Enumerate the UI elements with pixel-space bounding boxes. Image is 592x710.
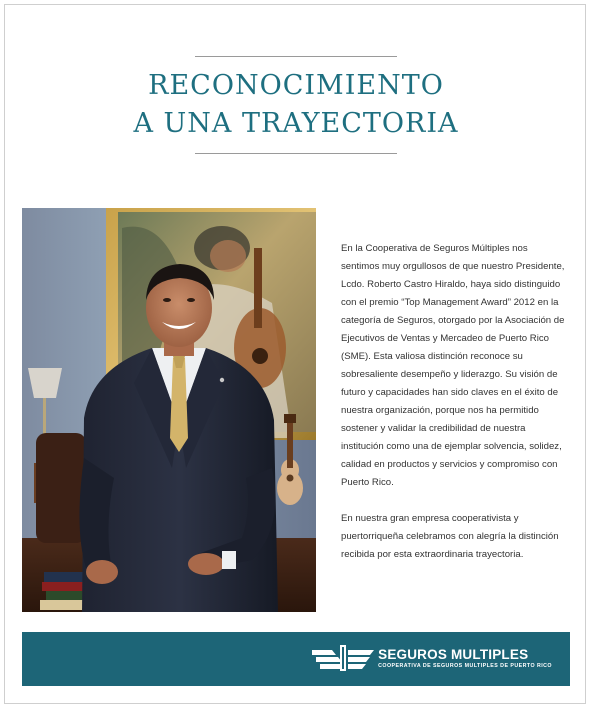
headline-line-1: RECONOCIMIENTO <box>148 70 444 101</box>
seguros-multiples-logo <box>312 643 552 673</box>
article-body <box>341 240 565 582</box>
logo-text <box>378 647 552 670</box>
body-paragraph-1: En la Cooperativa de Seguros Múltiples nos sentimos muy orgullosos de que nuestro Presidente, Lcdo. Roberto Castro Hiraldo, haya sido distinguido con el premio “Top Management Award” 2012 en la categoría de Seguros, otorgado por la Asociación de Ejecutivos de Ventas y Mercadeo de Puerto Rico (SME). Esta valiosa distinción reconoce su sobresaliente desempeño y liderazgo. Su visión de futuro y capacidades han sido claves en el éxito de nuestra organización, porque nos ha permitido sostener y validar la credibilidad de nuestra institución como una de ejemplar solvencia, solidez, calidad en productos y servicios y compromiso con Puerto Rico. <box>341 243 565 488</box>
bottom-divider <box>195 153 397 154</box>
swoosh-emblem-icon <box>312 645 374 671</box>
top-divider <box>195 56 397 57</box>
headline-line-2: A UNA TRAYECTORIA <box>133 108 459 139</box>
body-paragraph-2: En nuestra gran empresa cooperativista y puertorriqueña celebramos con alegría la distinción recibida por esta extraordinaria trayectoria. <box>341 513 559 560</box>
brand-name: SEGUROS MULTIPLES <box>378 646 529 662</box>
portrait-illustration <box>22 208 316 612</box>
portrait-photo <box>22 208 316 612</box>
brand-tagline: COOPERATIVA DE SEGUROS MULTIPLES DE PUERTO RICO <box>378 662 552 669</box>
footer-band <box>22 632 570 686</box>
